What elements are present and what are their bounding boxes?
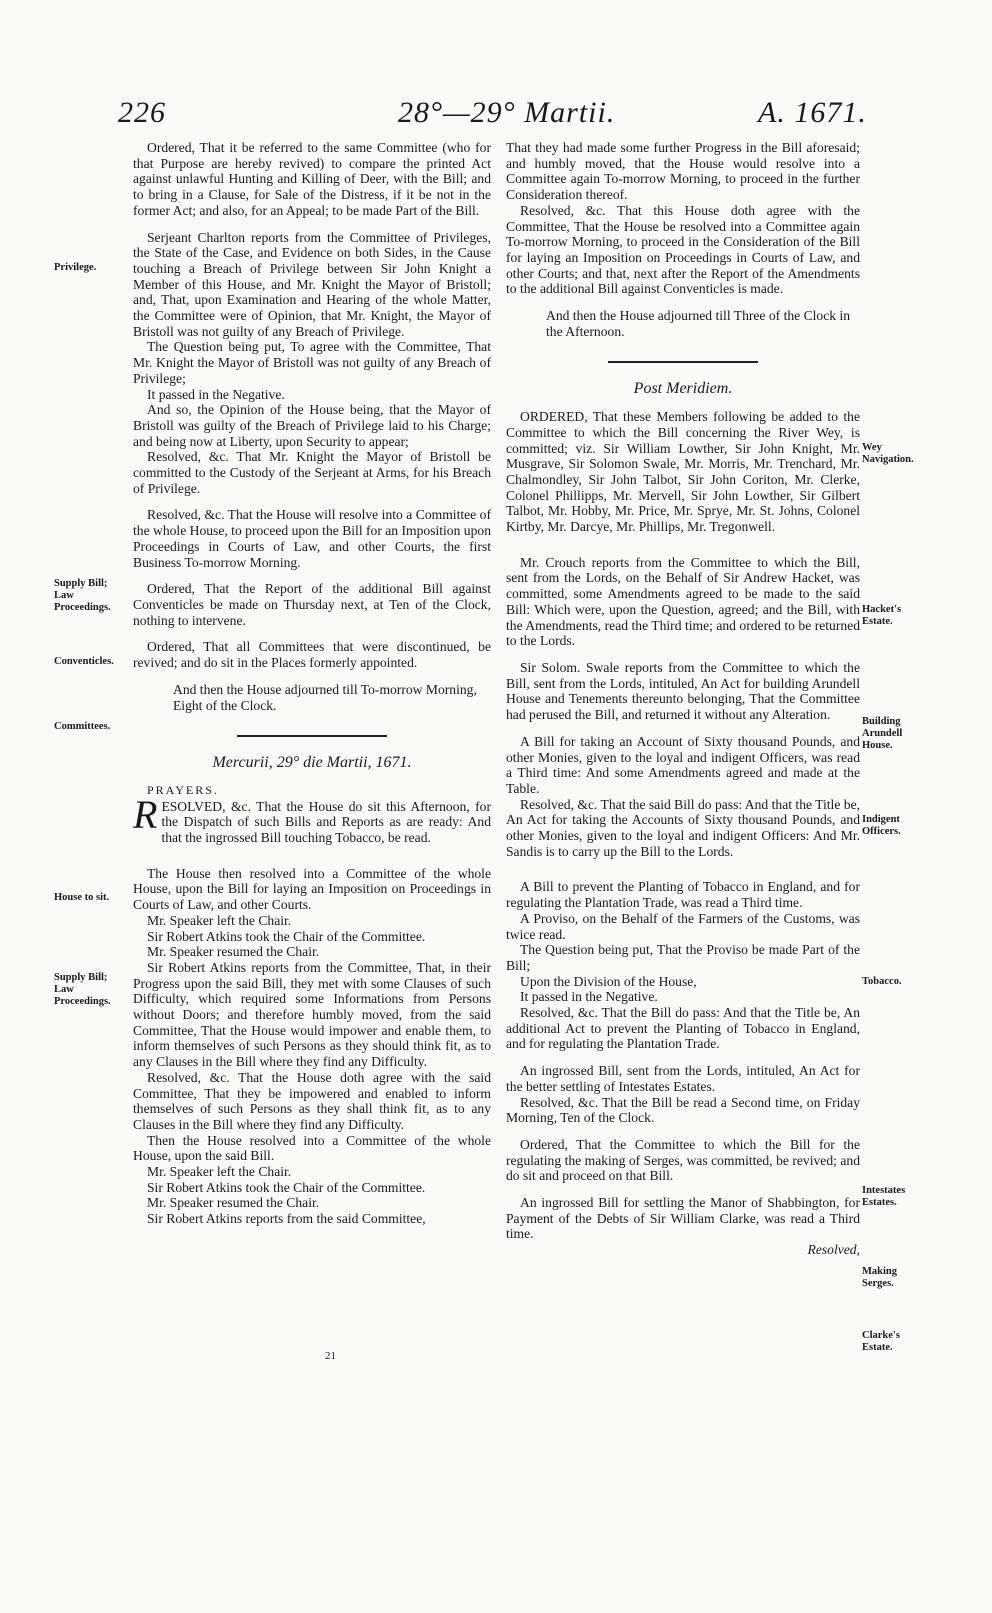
left-para: Sir Robert Atkins took the Chair of the Committee. bbox=[147, 928, 426, 944]
left-para: Sir Robert Atkins reports from the Committee, That, in their Progress upon the said Bill, they met with some Clauses of such Difficulty, which required some Informations from Persons without Doors; and therefore humbly moved, from the said Committee, That the House would impower and enable them, to inform themselves of such Persons as they should think fit, as to any Clauses in the Bill where they find any Difficulty. bbox=[133, 959, 491, 1070]
left-para: Resolved, &c. That the House doth agree with the said Committee, That they be impowered and enabled to inform themselves of such Persons as they shall think fit, as to any Clauses in the Bill where they find any Difficulty. bbox=[133, 1069, 491, 1132]
left-para: Mr. Speaker resumed the Chair. bbox=[147, 1195, 320, 1211]
right-para: A Proviso, on the Behalf of the Farmers of the Customs, was twice read. bbox=[506, 910, 860, 942]
signature-mark: 21 bbox=[325, 1350, 336, 1362]
right-para: Mr. Crouch reports from the Committee to which the Bill, sent from the Lords, on the Behalf of Sir Andrew Hacket, was committed, some Amendments agreed to be made to the said Bill: Which were, upon the Question, agreed; and the Bill, with the Amendments, read the Third time; and ordered to be returned to the Lords. bbox=[506, 554, 860, 649]
margin-note-indigent: Indigent Officers. bbox=[862, 814, 901, 837]
right-para: An ingrossed Bill, sent from the Lords, intituled, An Act for the better settling of Intestates Estates. bbox=[506, 1063, 860, 1094]
drop-cap: R bbox=[133, 791, 158, 837]
left-para: Mr. Speaker left the Chair. bbox=[147, 1164, 292, 1180]
right-para: The Question being put, That the Proviso be made Part of the Bill; bbox=[506, 942, 860, 973]
left-para: Resolved, &c. That Mr. Knight the Mayor of Bristoll be committed to the Custody of the Serjeant at Arms, for his Breach of Privilege. bbox=[133, 449, 491, 496]
left-para: Mr. Speaker left the Chair. bbox=[147, 912, 292, 928]
section-rule bbox=[608, 361, 758, 363]
right-column bbox=[506, 140, 860, 1258]
right-para: Resolved, &c. That this House doth agree with the Committee, That the House be resolved into a Committee again To-morrow Morning, to proceed in the Consideration of the Bill for laying an Imposition on Proceedings in Courts of Law, and other Courts; and that, next after the Report of the Amendments to the additional Bill against Conventicles is made. bbox=[506, 202, 860, 297]
left-para: Ordered, That it be referred to the same Committee (who for that Purpose are hereby revived) to compare the printed Act against unlawful Hunting and Killing of Deer, with the Bill; and to bring in a Clause, for Sale of the Distress, if it be not in the former Act; and also, for an Appeal; to be made Part of the Bill. bbox=[133, 140, 491, 218]
right-para: Ordered, That the Committee to which the Bill for the regulating the making of Serges, was committed, be revived; and do sit and proceed on that Bill. bbox=[506, 1136, 860, 1184]
page-number: 226 bbox=[118, 96, 166, 129]
left-para: Sir Robert Atkins reports from the said Committee, bbox=[147, 1211, 426, 1227]
catchword: Resolved, bbox=[807, 1242, 860, 1258]
margin-note-hacket: Hacket's Estate. bbox=[862, 604, 902, 627]
left-para: Ordered, That all Committees that were discontinued, be revived; and do sit in the Places formerly appointed. bbox=[133, 639, 491, 671]
right-para: Sir Solom. Swale reports from the Committee to which the Bill, sent from the Lords, intituled, An Act for building Arundell House and Tenements thereunto belonging, That the Committee had perused the Bill, and returned it without any Alteration. bbox=[506, 659, 860, 723]
right-para: A Bill to prevent the Planting of Tobacco in England, and for regulating the Plantation Trade, was read a Third time. bbox=[506, 879, 860, 911]
left-para: Resolved, &c. That the House will resolve into a Committee of the whole House, to proceed upon the Bill for an Imposition upon Proceedings in Courts of Law, and other Courts, the first Business To-morrow Morning. bbox=[133, 507, 491, 570]
left-column bbox=[133, 140, 491, 1227]
margin-note-committees: Committees. bbox=[54, 721, 111, 732]
page-dates: 28°—29° Martii. bbox=[398, 96, 616, 129]
day-heading: Mercurii, 29° die Martii, 1671. bbox=[212, 754, 412, 772]
left-para: Serjeant Charlton reports from the Committee of Privileges, the State of the Case, and Evidence on both Sides, in the Cause touching a Breach of Privilege between Sir John Knight a Member of this House, and Mr. Knight the Mayor of Bristoll; and, That, upon Examination and Hearing of the whole Matter, the Committee were of Opinion, that Mr. Knight, the Mayor of Bristoll was not guilty of any Breach of Privilege. bbox=[133, 229, 491, 339]
left-para: Then the House resolved into a Committee of the whole House, upon the said Bill. bbox=[133, 1132, 491, 1164]
margin-note-intestates: Intestates Estates. bbox=[862, 1185, 906, 1208]
left-para: Sir Robert Atkins took the Chair of the Committee. bbox=[147, 1179, 426, 1195]
margin-note-supply-bill: Supply Bill; Law Proceedings. bbox=[54, 578, 111, 613]
margin-note-clarke: Clarke's Estate. bbox=[862, 1330, 900, 1353]
right-para: Resolved, &c. That the Bill be read a Second time, on Friday Morning, Ten of the Clock. bbox=[506, 1094, 860, 1126]
adjournment-line: And then the House adjourned till Three of the Clock in the Afternoon. bbox=[546, 308, 851, 339]
margin-note-supply-bill-2: Supply Bill; Law Proceedings. bbox=[54, 972, 111, 1007]
left-para: It passed in the Negative. bbox=[147, 386, 285, 402]
right-para: That they had made some further Progress in the Bill aforesaid; and humbly moved, that the House would resolve into a Committee again To-morrow Morning, to proceed in the further Consideration thereof. bbox=[506, 140, 860, 203]
page-year: A. 1671. bbox=[758, 96, 867, 129]
right-para: It passed in the Negative. bbox=[520, 989, 658, 1005]
margin-note-serges: Making Serges. bbox=[862, 1266, 898, 1289]
margin-note-arundell: Building Arundell House. bbox=[862, 716, 903, 751]
left-para: Mr. Speaker resumed the Chair. bbox=[147, 944, 320, 960]
right-para: ORDERED, That these Members following be added to the Committee to which the Bill concerning the River Wey, is committed; viz. Sir William Lowther, Sir John Knight, Mr. Musgrave, Sir Solomon Swale, Mr. Morris, Mr. Trenchard, Mr. Chalmondley, Sir John Talbot, Sir John Coriton, Mr. Clerke, Colonel Phillipps, Mr. Mervell, Sir John Lowther, Sir Gilbert Talbot, Mr. Hobby, Mr. Price, Mr. Sprye, Mr. St. Johns, Colonel Kirtby, Mr. Darcye, Mr. Phillips, Mr. Tregonwell. bbox=[506, 409, 860, 535]
section-rule bbox=[237, 735, 387, 737]
prayers-label: PRAYERS. bbox=[147, 782, 219, 797]
margin-note-house-to-sit: House to sit. bbox=[54, 892, 110, 903]
margin-note-tobacco: Tobacco. bbox=[862, 976, 902, 987]
adjournment-line: And then the House adjourned till To-morrow Morning, Eight of the Clock. bbox=[173, 681, 477, 713]
left-para: The House then resolved into a Committee of the whole House, upon the Bill for laying an Imposition on Proceedings in Courts of Law, and other Courts. bbox=[133, 865, 491, 913]
right-para: Upon the Division of the House, bbox=[520, 973, 697, 989]
margin-note-privilege: Privilege. bbox=[54, 262, 97, 273]
right-para: Resolved, &c. That the Bill do pass: And that the Title be, An additional Act to prevent the Planting of Tobacco in England, and for regulating the Plantation Trade. bbox=[506, 1005, 860, 1052]
left-para: And so, the Opinion of the House being, that the Mayor of Bristoll was guilty of the Breach of Privilege laid to his Charge; and being now at Liberty, upon Security to appear; bbox=[133, 402, 491, 449]
margin-note-wey: Wey Navigation. bbox=[862, 442, 914, 465]
margin-note-conventicles: Conventicles. bbox=[54, 656, 114, 667]
left-para bbox=[133, 791, 491, 846]
right-para: An ingrossed Bill for settling the Manor of Shabbington, for Payment of the Debts of Sir William Clarke, was read a Third time. bbox=[506, 1195, 860, 1242]
left-para-text: ESOLVED, &c. That the House do sit this Afternoon, for the Dispatch of such Bills and Reports as are ready: And that the ingrossed Bill touching Tobacco, be read. bbox=[161, 798, 491, 846]
post-meridiem-heading: Post Meridiem. bbox=[633, 380, 733, 398]
right-para: A Bill for taking an Account of Sixty thousand Pounds, and other Monies, given to the loyal and indigent Officers, was read a Third time: And some Amendments agreed and made at the Table. bbox=[506, 733, 860, 796]
left-para: Ordered, That the Report of the additional Bill against Conventicles be made on Thursday next, at Ten of the Clock, nothing to intervene. bbox=[133, 581, 491, 628]
right-para: Resolved, &c. That the said Bill do pass: And that the Title be, An Act for taking the Accounts of Sixty thousand Pounds, and other Monies, given to the loyal and indigent Officers: And Mr. Sandis is to carry up the Bill to the Lords. bbox=[506, 796, 860, 859]
left-para: The Question being put, To agree with the Committee, That Mr. Knight the Mayor of Bristoll was not guilty of any Breach of Privilege; bbox=[133, 339, 491, 386]
